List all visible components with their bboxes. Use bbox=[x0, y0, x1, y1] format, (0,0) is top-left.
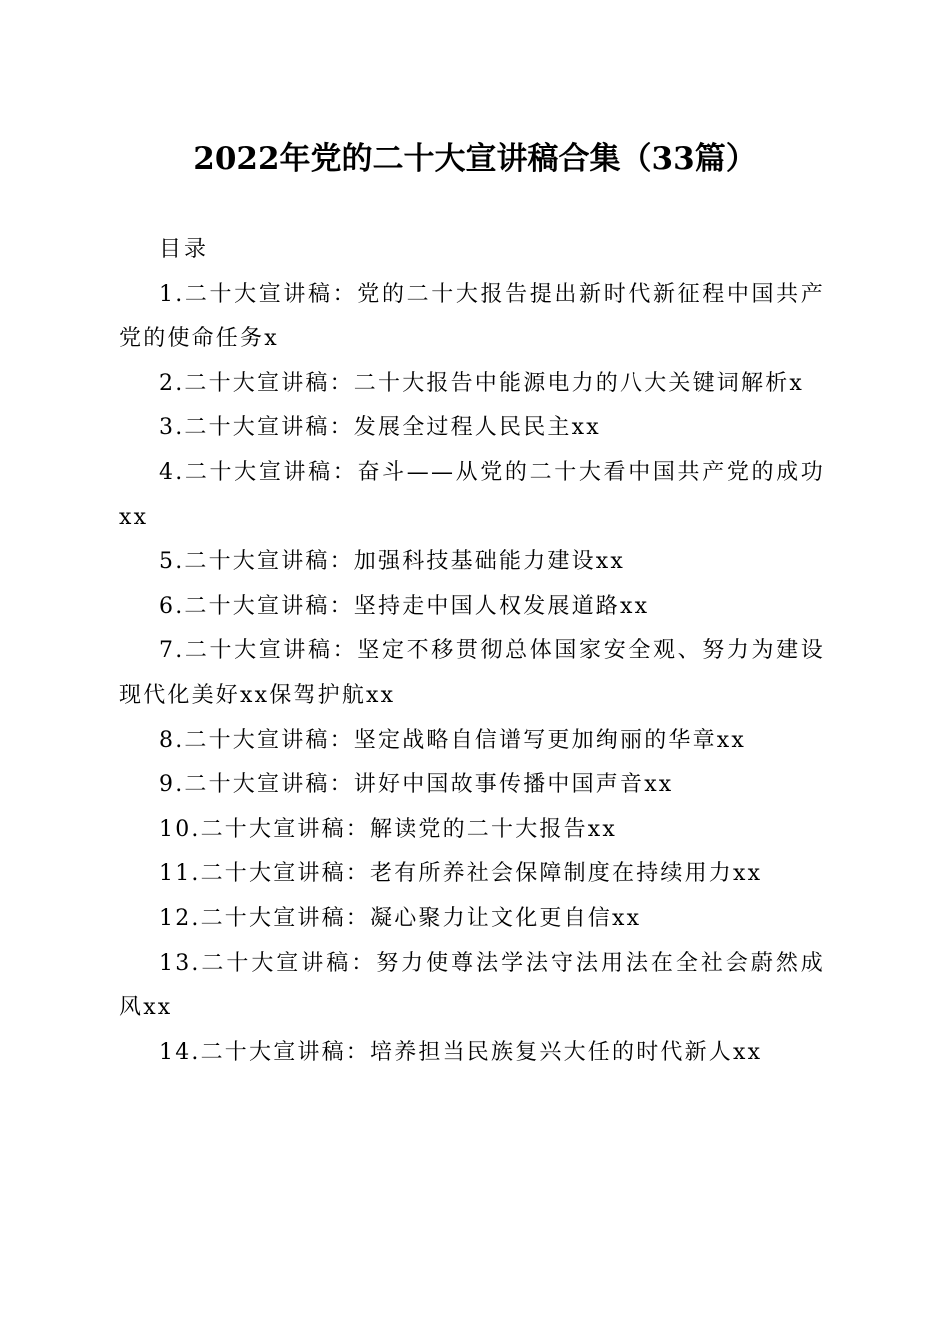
toc-item: 3.二十大宣讲稿：发展全过程人民民主xx bbox=[159, 415, 601, 441]
document-title: 2022年党的二十大宣讲稿合集（33篇） bbox=[193, 141, 757, 177]
toc-item: 14.二十大宣讲稿：培养担当民族复兴大任的时代新人xx bbox=[159, 1039, 763, 1065]
toc-heading: 目录 bbox=[159, 237, 210, 262]
toc-item: 5.二十大宣讲稿：加强科技基础能力建设xx bbox=[159, 549, 626, 575]
toc-item: 8.二十大宣讲稿：坚定战略自信谱写更加绚丽的华章xx bbox=[159, 727, 747, 753]
toc-item: 2.二十大宣讲稿：二十大报告中能源电力的八大关键词解析x bbox=[159, 370, 804, 396]
toc-item: 12.二十大宣讲稿：凝心聚力让文化更自信xx bbox=[159, 905, 642, 931]
toc-item: 1.二十大宣讲稿：党的二十大报告提出新时代新征程中国共产党的使命任务x bbox=[119, 281, 825, 352]
toc-item: 7.二十大宣讲稿：坚定不移贯彻总体国家安全观、努力为建设现代化美好xx保驾护航xx bbox=[119, 638, 825, 708]
toc-item: 4.二十大宣讲稿：奋斗——从党的二十大看中国共产党的成功xx bbox=[119, 459, 825, 530]
toc-item: 11.二十大宣讲稿：老有所养社会保障制度在持续用力xx bbox=[159, 861, 763, 887]
table-of-contents bbox=[119, 228, 825, 1075]
toc-item: 10.二十大宣讲稿：解读党的二十大报告xx bbox=[159, 816, 618, 842]
toc-item: 13.二十大宣讲稿：努力使尊法学法守法用法在全社会蔚然成风xx bbox=[119, 950, 825, 1021]
toc-item: 9.二十大宣讲稿：讲好中国故事传播中国声音xx bbox=[159, 772, 674, 798]
toc-item: 6.二十大宣讲稿：坚持走中国人权发展道路xx bbox=[159, 593, 650, 619]
